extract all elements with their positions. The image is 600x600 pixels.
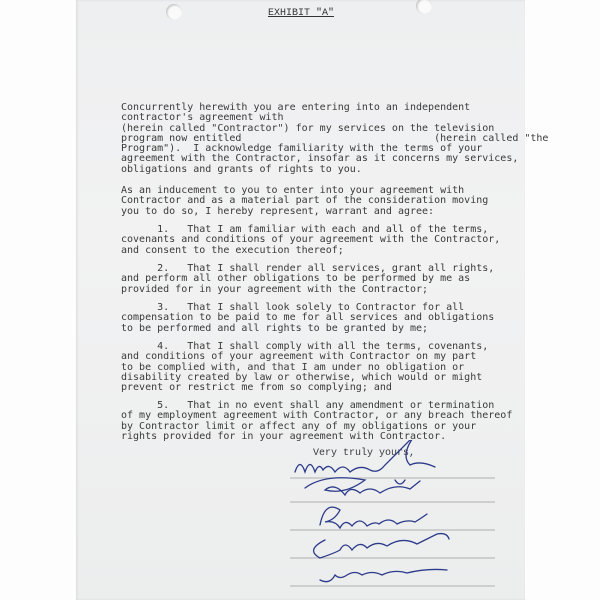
signature-2 xyxy=(305,478,420,495)
signature-1 xyxy=(295,440,435,472)
signature-3 xyxy=(320,507,427,528)
punch-hole xyxy=(166,4,182,20)
document-title: EXHIBIT "A" xyxy=(268,8,335,19)
punch-hole xyxy=(416,0,432,14)
signature-5 xyxy=(320,569,447,581)
closing: Very truly yours, xyxy=(313,448,416,459)
inducement-paragraph: As an inducement to you to enter into your agreement with Contractor and as a material part of the consideration moving you to do so, I hereby represent, warrant and agree: xyxy=(121,185,489,217)
intro-paragraph: Concurrently herewith you are entering into an independent contractor's agreement with (herein called "Contractor") for my services on the television program now entitled (herein called "the Program"). I acknowledge familiarity with the terms of your agreement with the Contractor, insofar as it concerns my services, obligations and grants of rights to you. xyxy=(121,102,549,175)
clause-5: 5. That in no event shall any amendment or termination of my employment agreement with Contractor, or any breach thereof by Contractor limit or affect any of my obligations or your rights provided for in your agreement with Contractor. xyxy=(121,400,513,442)
clause-3: 3. That I shall look solely to Contractor for all compensation to be paid to me for all services and obligations to be performed and all rights to be granted by me; xyxy=(121,302,495,334)
clause-1: 1. That I am familiar with each and all of the terms, covenants and conditions of your agreement with the Contractor, and consent to the execution thereof; xyxy=(121,224,501,256)
signature-4 xyxy=(314,534,449,558)
clause-2: 2. That I shall render all services, grant all rights, and perform all other obligations to be performed by me as provided for in your agreement with the Contractor; xyxy=(121,263,495,295)
clause-4: 4. That I shall comply with all the terms, covenants, and conditions of your agreement with Contractor on my part to be complied with, and that I am under no obligation or disability created by law or otherwise, which would or might prevent or restrict me from so complying; and xyxy=(121,341,489,394)
signatures xyxy=(280,440,520,600)
